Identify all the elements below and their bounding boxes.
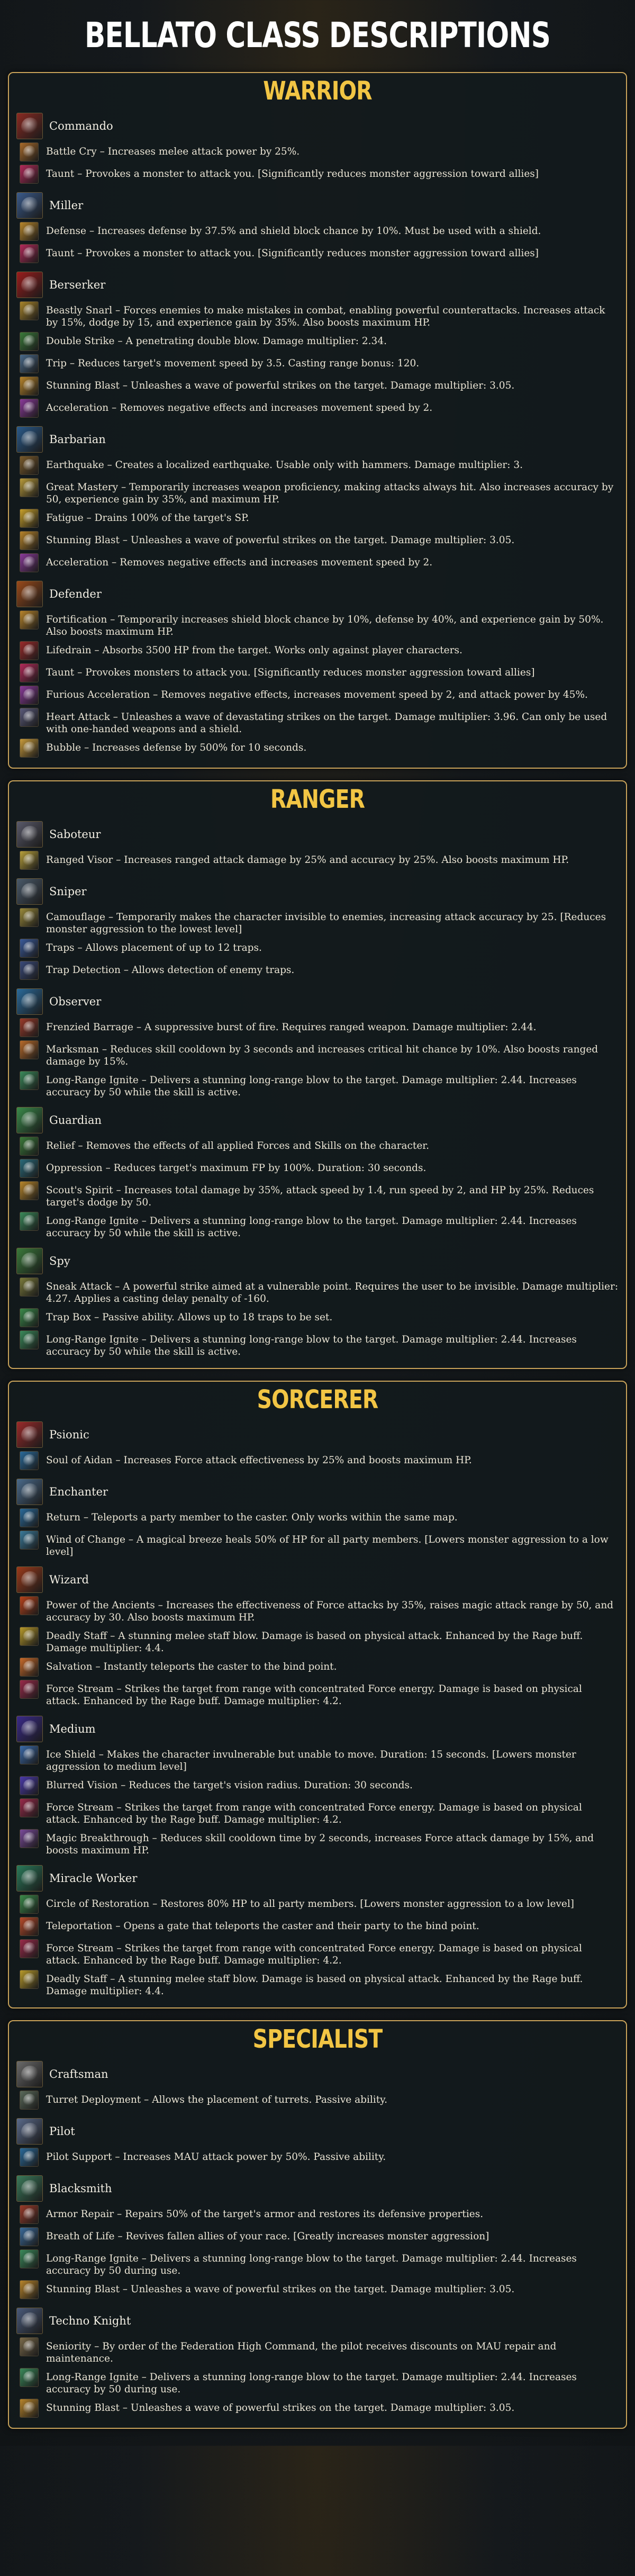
blacksmith-class-icon	[16, 2175, 43, 2202]
scouts-spirit-skill-icon	[20, 1181, 39, 1200]
skill-row	[16, 1656, 619, 1678]
furious-acceleration-skill-icon	[20, 686, 39, 705]
skill-row	[16, 1827, 619, 1858]
frenzied-barrage-skill-icon	[20, 1018, 39, 1037]
taunt-skill-icon	[20, 663, 39, 682]
armor-repair-skill-icon	[20, 2205, 39, 2224]
class-block	[9, 109, 626, 188]
skill-row	[16, 1069, 619, 1100]
sections-container	[8, 72, 627, 2429]
skill-description: Stunning Blast – Unleashes a wave of powerful strikes on the target. Damage multiplier: 3.05.	[46, 380, 515, 391]
skill-row	[16, 476, 619, 507]
skill-description: Deadly Staff – A stunning melee staff blow. Damage is based on physical attack. Enhanced by the Rage buff. Damage multiplier: 4.4.	[46, 1631, 583, 1654]
blurred-vision-skill-icon	[20, 1776, 39, 1795]
skill-row	[16, 1449, 619, 1472]
bubble-skill-icon	[20, 738, 39, 758]
skill-description: Deadly Staff – A stunning melee staff blow. Damage is based on physical attack. Enhanced by the Rage buff. Damage multiplier: 4.4.	[46, 1974, 583, 1997]
class-name: Barbarian	[49, 433, 106, 446]
skill-description: Oppression – Reduces target's maximum FP by 100%. Duration: 30 seconds.	[46, 1163, 427, 1174]
class-header	[16, 1714, 619, 1744]
skill-row	[16, 1529, 619, 1560]
skill-row	[16, 2248, 619, 2278]
class-name: Sniper	[49, 885, 87, 898]
skill-row	[16, 163, 619, 185]
skill-row	[16, 1797, 619, 1827]
skill-description: Sneak Attack – A powerful strike aimed at a vulnerable point. Requires the user to be invisible. Damage multiplier: 4.27. Applies a casting delay penalty of -160.	[46, 1281, 619, 1304]
class-block	[9, 1563, 626, 1712]
skill-row	[16, 1179, 619, 1210]
skill-description: Scout's Spirit – Increases total damage by 35%, attack speed by 1.4, run speed by 2, and HP by 25%. Reduces target's dodge by 50.	[46, 1185, 594, 1208]
skill-row	[16, 1595, 619, 1625]
berserker-class-icon	[16, 272, 43, 298]
skill-description: Force Stream – Strikes the target from range with concentrated Force energy. Damage is based on physical attack. Enhanced by the Rage buff. Damage multiplier: 4.2.	[46, 1683, 582, 1707]
skill-row	[16, 1016, 619, 1039]
class-name: Spy	[49, 1255, 70, 1267]
enchanter-class-icon	[16, 1479, 43, 1505]
skill-description: Battle Cry – Increases melee attack power by 25%.	[46, 146, 300, 157]
oppression-skill-icon	[20, 1159, 39, 1178]
skill-description: Stunning Blast – Unleashes a wave of powerful strikes on the target. Damage multiplier: 3.05.	[46, 2284, 515, 2295]
class-header	[16, 1565, 619, 1595]
class-header	[16, 1477, 619, 1507]
fortification-skill-icon	[20, 610, 39, 629]
miracle-worker-class-icon	[16, 1865, 43, 1892]
skill-row	[16, 1938, 619, 1968]
skill-row	[16, 375, 619, 397]
fatigue-skill-icon	[20, 509, 39, 528]
long-range-ignite-skill-icon	[20, 1212, 39, 1231]
spy-class-icon	[16, 1248, 43, 1274]
observer-class-icon	[16, 988, 43, 1015]
medium-class-icon	[16, 1716, 43, 1742]
class-name: Craftsman	[49, 2068, 108, 2080]
class-block	[9, 2114, 626, 2172]
skill-description: Ice Shield – Makes the character invulnerable but unable to move. Duration: 15 seconds. [Lowers monster aggression to medium level]	[46, 1749, 576, 1772]
skill-row	[16, 1276, 619, 1307]
skill-row	[16, 737, 619, 759]
great-mastery-skill-icon	[20, 478, 39, 497]
beastly-snarl-skill-icon	[20, 301, 39, 320]
return-skill-icon	[20, 1508, 39, 1527]
skill-row	[16, 684, 619, 706]
skill-row	[16, 937, 619, 959]
guardian-class-icon	[16, 1107, 43, 1133]
section-title: SORCERER	[257, 1385, 378, 1415]
skill-description: Long-Range Ignite – Delivers a stunning long-range blow to the target. Damage multiplier: 2.44. Increases accuracy by 50 while the skill is active.	[46, 1215, 577, 1239]
ranged-visor-skill-icon	[20, 851, 39, 870]
section-title: SPECIALIST	[252, 2024, 383, 2054]
skill-description: Ranged Visor – Increases ranged attack damage by 25% and accuracy by 25%. Also boosts maximum HP.	[46, 854, 569, 866]
class-header	[16, 270, 619, 300]
skill-description: Fortification – Temporarily increases shield block chance by 10%, defense by 40%, and experience gain by 50%. Also boosts maximum HP.	[46, 614, 604, 637]
skill-description: Return – Teleports a party member to the caster. Only works within the same map.	[46, 1512, 458, 1523]
class-header	[16, 111, 619, 141]
section-title: RANGER	[270, 785, 365, 814]
long-range-ignite-skill-icon	[20, 1330, 39, 1349]
skill-row	[16, 1678, 619, 1709]
class-section-sorcerer	[8, 1381, 627, 2008]
skill-description: Soul of Aidan – Increases Force attack effectiveness by 25% and boosts maximum HP.	[46, 1455, 472, 1466]
skill-row	[16, 1157, 619, 1179]
force-stream-skill-icon	[20, 1939, 39, 1958]
sniper-class-icon	[16, 878, 43, 905]
class-name: Medium	[49, 1723, 96, 1735]
skill-row	[16, 1135, 619, 1157]
class-name: Blacksmith	[49, 2182, 112, 2195]
skill-description: Beastly Snarl – Forces enemies to make mistakes in combat, enabling powerful counterattacks. Increases attack by 15%, dodge by 15, and experience gain by 35%. Also boosts maximum HP.	[46, 305, 605, 328]
skill-row	[16, 2278, 619, 2301]
skill-row	[16, 1775, 619, 1797]
skill-description: Acceleration – Removes negative effects and increases movement speed by 2.	[46, 402, 433, 413]
class-name: Wizard	[49, 1573, 89, 1586]
skill-description: Camouflage – Temporarily makes the character invisible to enemies, increasing attack accuracy by 25. [Reduces monster aggression to the lowest level]	[46, 912, 606, 935]
class-header	[16, 1246, 619, 1276]
skill-description: Fatigue – Drains 100% of the target's SP.	[46, 512, 249, 524]
skill-description: Trip – Reduces target's movement speed by 3.5. Casting range bonus: 120.	[46, 358, 420, 369]
class-name: Saboteur	[49, 828, 101, 841]
double-strike-skill-icon	[20, 332, 39, 351]
psionic-class-icon	[16, 1421, 43, 1448]
skill-description: Pilot Support – Increases MAU attack power by 50%. Passive ability.	[46, 2151, 386, 2163]
class-block	[9, 268, 626, 422]
skill-description: Relief – Removes the effects of all applied Forces and Skills on the character.	[46, 1140, 429, 1151]
skill-row	[16, 220, 619, 242]
class-block	[9, 2304, 626, 2422]
skill-row	[16, 1744, 619, 1775]
class-section-ranger	[8, 780, 627, 1369]
relief-skill-icon	[20, 1137, 39, 1156]
class-name: Miracle Worker	[49, 1872, 138, 1885]
acceleration-skill-icon	[20, 399, 39, 418]
skill-row	[16, 2146, 619, 2168]
skill-row	[16, 242, 619, 265]
skill-description: Force Stream – Strikes the target from range with concentrated Force energy. Damage is based on physical attack. Enhanced by the Rage buff. Damage multiplier: 4.2.	[46, 1802, 582, 1825]
skill-description: Wind of Change – A magical breeze heals 50% of HP for all party members. [Lowers monster aggression to a low level]	[46, 1534, 609, 1557]
circle-of-restoration-skill-icon	[20, 1895, 39, 1914]
taunt-skill-icon	[20, 165, 39, 184]
power-of-the-ancients-skill-icon	[20, 1596, 39, 1615]
marksman-skill-icon	[20, 1040, 39, 1059]
class-header	[16, 877, 619, 906]
class-block	[9, 985, 626, 1103]
skill-description: Trap Detection – Allows detection of enemy traps.	[46, 965, 295, 976]
class-name: Psionic	[49, 1428, 89, 1441]
class-name: Enchanter	[49, 1485, 108, 1498]
skill-row	[16, 2089, 619, 2111]
skill-row	[16, 2397, 619, 2419]
commando-class-icon	[16, 113, 43, 139]
skill-description: Marksman – Reduces skill cooldown by 3 seconds and increases critical hit chance by 10%. Also boosts ranged damage by 15%.	[46, 1044, 598, 1067]
class-block	[9, 188, 626, 268]
class-block	[9, 1712, 626, 1861]
skill-description: Turret Deployment – Allows the placement of turrets. Passive ability.	[46, 2094, 388, 2105]
skill-description: Traps – Allows placement of up to 12 traps.	[46, 942, 262, 953]
skill-description: Heart Attack – Unleashes a wave of devastating strikes on the target. Damage multiplier: 3.96. Can only be used with one-handed weapons and a shield.	[46, 711, 607, 735]
stunning-blast-skill-icon	[20, 2280, 39, 2299]
class-block	[9, 817, 626, 875]
skill-row	[16, 141, 619, 163]
class-name: Pilot	[49, 2125, 75, 2138]
class-header	[16, 191, 619, 220]
magic-breakthrough-skill-icon	[20, 1829, 39, 1848]
skill-row	[16, 662, 619, 684]
force-stream-skill-icon	[20, 1680, 39, 1699]
skill-row	[16, 1893, 619, 1915]
skill-description: Magic Breakthrough – Reduces skill cooldown time by 2 seconds, increases Force attack damage by 15%, and boosts maximum HP.	[46, 1833, 594, 1856]
class-header	[16, 1863, 619, 1893]
skill-row	[16, 1039, 619, 1069]
class-name: Defender	[49, 588, 102, 600]
skill-description: Salvation – Instantly teleports the caster to the bind point.	[46, 1661, 337, 1672]
defender-class-icon	[16, 581, 43, 607]
long-range-ignite-skill-icon	[20, 2368, 39, 2387]
turret-deployment-skill-icon	[20, 2091, 39, 2110]
class-section-warrior	[8, 72, 627, 769]
skill-row	[16, 552, 619, 574]
class-name: Berserker	[49, 278, 106, 291]
barbarian-class-icon	[16, 426, 43, 453]
skill-row	[16, 849, 619, 871]
sneak-attack-skill-icon	[20, 1277, 39, 1296]
skill-description: Breath of Life – Revives fallen allies of your race. [Greatly increases monster aggression]	[46, 2231, 489, 2242]
class-block	[9, 875, 626, 985]
earthquake-skill-icon	[20, 456, 39, 475]
skill-row	[16, 353, 619, 375]
wizard-class-icon	[16, 1566, 43, 1593]
skill-row	[16, 959, 619, 981]
skill-row	[16, 609, 619, 640]
skill-row	[16, 397, 619, 419]
deadly-staff-skill-icon	[20, 1970, 39, 1989]
class-section-specialist	[8, 2020, 627, 2429]
class-name: Observer	[49, 995, 102, 1008]
saboteur-class-icon	[16, 821, 43, 848]
skill-row	[16, 2366, 619, 2397]
class-block	[9, 1475, 626, 1563]
skill-description: Long-Range Ignite – Delivers a stunning long-range blow to the target. Damage multiplier: 2.44. Increases accuracy by 50 while the skill is active.	[46, 1334, 577, 1357]
teleportation-skill-icon	[20, 1917, 39, 1936]
skill-description: Blurred Vision – Reduces the target's vision radius. Duration: 30 seconds.	[46, 1780, 413, 1791]
skill-description: Taunt – Provokes monsters to attack you. [Significantly reduces monster aggression toward allies]	[46, 667, 535, 678]
force-stream-skill-icon	[20, 1798, 39, 1817]
ice-shield-skill-icon	[20, 1745, 39, 1764]
class-header	[16, 819, 619, 849]
craftsman-class-icon	[16, 2061, 43, 2087]
skill-description: Great Mastery – Temporarily increases weapon proficiency, making attacks always hit. Also increases accuracy by 50, experience gain by 35%, and maximum HP.	[46, 482, 614, 505]
soul-of-aidan-skill-icon	[20, 1451, 39, 1470]
skill-description: Defense – Increases defense by 37.5% and shield block chance by 10%. Must be used with a shield.	[46, 226, 541, 237]
class-name: Guardian	[49, 1114, 102, 1127]
camouflage-skill-icon	[20, 908, 39, 927]
skill-description: Force Stream – Strikes the target from range with concentrated Force energy. Damage is based on physical attack. Enhanced by the Rage buff. Damage multiplier: 4.2.	[46, 1943, 582, 1966]
class-header	[16, 987, 619, 1016]
skill-description: Taunt – Provokes a monster to attack you. [Significantly reduces monster aggression toward allies]	[46, 168, 539, 179]
class-block	[9, 2172, 626, 2304]
skill-row	[16, 640, 619, 662]
class-header	[16, 1420, 619, 1449]
traps-skill-icon	[20, 939, 39, 958]
skill-row	[16, 300, 619, 330]
pilot-support-skill-icon	[20, 2148, 39, 2167]
skill-row	[16, 2226, 619, 2248]
skill-row	[16, 454, 619, 476]
skill-description: Bubble – Increases defense by 500% for 10 seconds.	[46, 742, 307, 753]
section-title: WARRIOR	[263, 76, 372, 106]
skill-description: Long-Range Ignite – Delivers a stunning long-range blow to the target. Damage multiplier: 2.44. Increases accuracy by 50 while the skill is active.	[46, 1075, 577, 1098]
class-name: Techno Knight	[49, 2314, 131, 2327]
skill-row	[16, 1307, 619, 1329]
class-block	[9, 1103, 626, 1244]
skill-description: Long-Range Ignite – Delivers a stunning long-range blow to the target. Damage multiplier: 2.44. Increases accuracy by 50 during use.	[46, 2372, 577, 2395]
skill-row	[16, 330, 619, 353]
trap-box-skill-icon	[20, 1308, 39, 1327]
skill-row	[16, 906, 619, 937]
skill-row	[16, 529, 619, 552]
class-header	[16, 425, 619, 454]
skill-row	[16, 2203, 619, 2226]
class-header	[16, 2116, 619, 2146]
deadly-staff-skill-icon	[20, 1627, 39, 1646]
skill-row	[16, 1210, 619, 1241]
skill-row	[16, 1968, 619, 1999]
skill-row	[16, 1507, 619, 1529]
class-block	[9, 1244, 626, 1363]
skill-description: Furious Acceleration – Removes negative effects, increases movement speed by 2, and attack power by 45%.	[46, 689, 588, 700]
skill-description: Taunt – Provokes a monster to attack you. [Significantly reduces monster aggression toward allies]	[46, 248, 539, 259]
skill-row	[16, 706, 619, 737]
class-block	[9, 1861, 626, 2002]
pilot-class-icon	[16, 2118, 43, 2145]
long-range-ignite-skill-icon	[20, 1071, 39, 1090]
stunning-blast-skill-icon	[20, 2399, 39, 2418]
skill-description: Armor Repair – Repairs 50% of the target's armor and restores its defensive properties.	[46, 2209, 484, 2220]
heart-attack-skill-icon	[20, 708, 39, 727]
skill-description: Teleportation – Opens a gate that teleports the caster and their party to the bind point.	[46, 1921, 479, 1932]
techno-knight-class-icon	[16, 2308, 43, 2334]
class-block	[9, 422, 626, 577]
skill-row	[16, 1915, 619, 1938]
defense-skill-icon	[20, 222, 39, 241]
skill-description: Stunning Blast – Unleashes a wave of powerful strikes on the target. Damage multiplier: 3.05.	[46, 535, 515, 546]
class-block	[9, 577, 626, 762]
class-name: Miller	[49, 199, 84, 212]
trap-detection-skill-icon	[20, 961, 39, 980]
breath-of-life-skill-icon	[20, 2227, 39, 2246]
wind-of-change-skill-icon	[20, 1530, 39, 1550]
skill-row	[16, 2336, 619, 2366]
class-header	[16, 2174, 619, 2203]
skill-row	[16, 507, 619, 529]
long-range-ignite-skill-icon	[20, 2249, 39, 2268]
skill-description: Acceleration – Removes negative effects and increases movement speed by 2.	[46, 557, 433, 568]
skill-description: Circle of Restoration – Restores 80% HP to all party members. [Lowers monster aggression to a low level]	[46, 1898, 575, 1910]
taunt-skill-icon	[20, 244, 39, 263]
class-block	[9, 2057, 626, 2114]
trip-skill-icon	[20, 354, 39, 373]
skill-description: Trap Box – Passive ability. Allows up to 18 traps to be set.	[46, 1312, 333, 1323]
skill-description: Double Strike – A penetrating double blow. Damage multiplier: 2.34.	[46, 336, 387, 347]
seniority-skill-icon	[20, 2337, 39, 2356]
acceleration-skill-icon	[20, 553, 39, 572]
salvation-skill-icon	[20, 1658, 39, 1677]
class-block	[9, 1418, 626, 1475]
class-header	[16, 1105, 619, 1135]
skill-row	[16, 1329, 619, 1359]
miller-class-icon	[16, 192, 43, 219]
skill-description: Earthquake – Creates a localized earthquake. Usable only with hammers. Damage multiplier: 3.	[46, 460, 523, 471]
class-name: Commando	[49, 120, 113, 132]
page-title: BELLATO CLASS DESCRIPTIONS	[84, 15, 551, 56]
class-header	[16, 2059, 619, 2089]
stunning-blast-skill-icon	[20, 376, 39, 395]
skill-description: Long-Range Ignite – Delivers a stunning long-range blow to the target. Damage multiplier: 2.44. Increases accuracy by 50 during use.	[46, 2253, 577, 2276]
skill-description: Power of the Ancients – Increases the effectiveness of Force attacks by 35%, raises magic attack range by 50, and accuracy by 30. Also boosts maximum HP.	[46, 1600, 614, 1623]
skill-row	[16, 1625, 619, 1656]
skill-description: Stunning Blast – Unleashes a wave of powerful strikes on the target. Damage multiplier: 3.05.	[46, 2402, 515, 2413]
skill-description: Lifedrain – Absorbs 3500 HP from the target. Works only against player characters.	[46, 645, 462, 656]
stunning-blast-skill-icon	[20, 531, 39, 550]
skill-description: Seniority – By order of the Federation High Command, the pilot receives discounts on MAU repair and maintenance.	[46, 2341, 557, 2364]
lifedrain-skill-icon	[20, 641, 39, 660]
class-header	[16, 579, 619, 609]
skill-description: Frenzied Barrage – A suppressive burst of fire. Requires ranged weapon. Damage multiplier: 2.44.	[46, 1022, 537, 1033]
battle-cry-skill-icon	[20, 142, 39, 161]
class-header	[16, 2306, 619, 2336]
